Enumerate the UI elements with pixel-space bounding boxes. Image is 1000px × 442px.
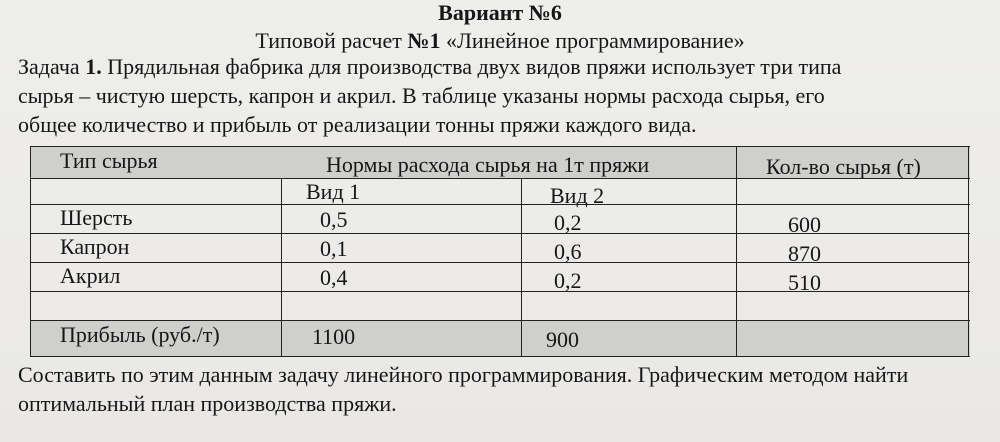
row-acrylic-quantity: 510 [788,270,821,295]
row-name-wool: Шерсть [60,205,133,230]
task-line-3: общее количество и прибыль от реализации тонны пряжи каждого вида. [18,112,697,137]
table-rule [30,291,970,292]
task-instructions [18,360,988,418]
table-rule [30,262,970,263]
row-name-acrylic: Акрил [60,263,121,288]
header-raw-type: Тип сырья [60,148,158,173]
row-kapron-kind-1: 0,1 [320,236,348,261]
header-kind-2: Вид 2 [550,183,605,208]
assignment-subtitle [0,28,1000,54]
table-col-divider [521,178,522,356]
row-name-kapron: Капрон [60,234,130,259]
task-statement [18,52,978,139]
subtitle-suffix: «Линейное программирование» [440,28,745,53]
subtitle-number: №1 [407,28,441,53]
row-name-profit: Прибыль (руб./т) [60,322,220,347]
table-col-divider [281,178,282,356]
row-acrylic-kind-2: 0,2 [554,268,582,293]
row-profit-kind-2: 900 [546,327,579,352]
table-rule [30,233,970,234]
header-norms: Нормы расхода сырья на 1т пряжи [326,152,650,177]
table-rule [30,204,970,205]
task-line-1-text: Прядильная фабрика для производства двух видов пряжи использует три типа [101,54,842,79]
row-wool-kind-2: 0,2 [554,210,582,235]
task-label: Задача [18,54,86,79]
table-border-top [30,146,970,147]
table-rule [30,320,970,321]
task-line-1 [18,52,978,81]
row-kapron-quantity: 870 [788,241,821,266]
table-col-divider [736,146,737,356]
task-line-2: сырья – чистую шерсть, капрон и акрил. В таблице указаны нормы расхода сырья, его [18,83,825,108]
row-wool-kind-1: 0,5 [320,207,348,232]
row-wool-quantity: 600 [788,212,821,237]
table-border-right [968,146,969,356]
instructions-line-2: оптимальный план производства пряжи. [18,391,397,416]
row-acrylic-kind-1: 0,4 [320,265,348,290]
header-quantity: Кол-во сырья (т) [766,154,921,179]
variant-title: Вариант №6 [438,0,562,25]
task-number: 1. [85,54,102,79]
row-kapron-kind-2: 0,6 [554,239,582,264]
table-border-bottom [30,356,970,357]
instructions-line-1: Составить по этим данным задачу линейного программирования. Графическим методом найти [18,362,909,387]
subtitle-prefix: Типовой расчет [255,28,408,53]
header-kind-1: Вид 1 [306,179,361,204]
row-profit-kind-1: 1100 [312,324,356,349]
table-border-left [30,146,31,356]
raw-material-table [30,146,970,356]
